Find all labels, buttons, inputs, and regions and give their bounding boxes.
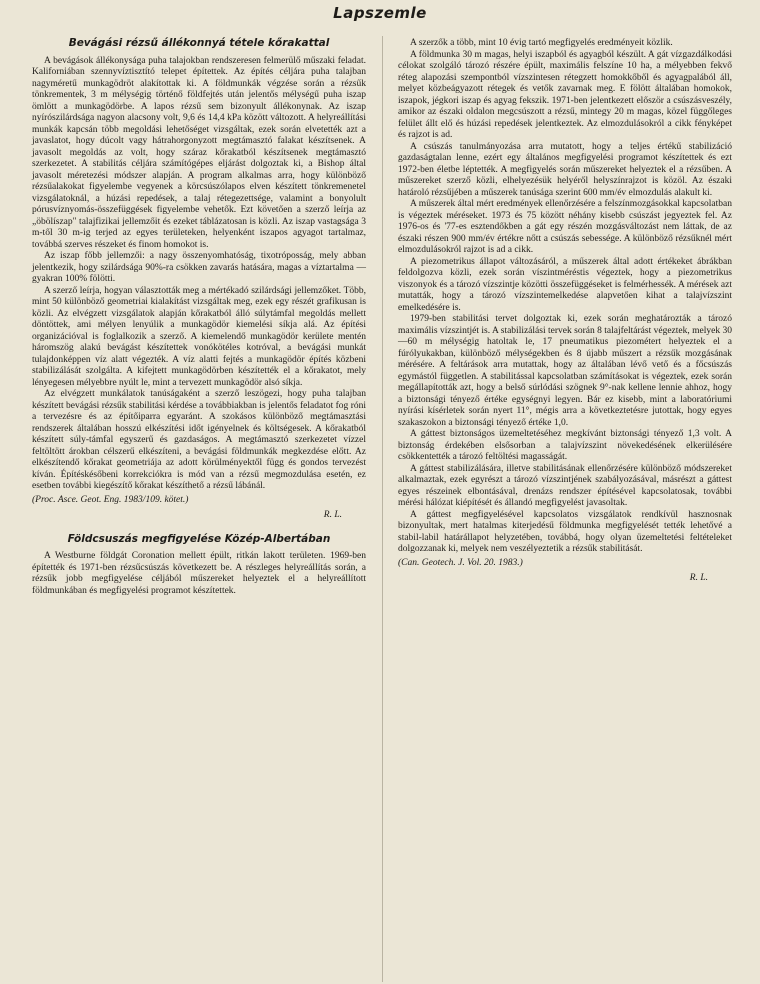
article1-paragraph: Az elvégzett munkálatok tanúságaként a szerző leszögezi, hogy puha talajban készített bevágási rézsűk stabilitási kérdése a továbbiakban is jelentős feladatot fog róni a tervezésre és az építőiparra egyaránt. A szokásos különböző megtámasztási rendszerek általában hosszú elkészítési időt igényelnek és költségesek. A kőrakatból készített súly-támfal egyszerű és gazdaságos. A megtámasztó szerkezetet vízzel feltöltött árokban célszerű elkészíteni, a bevágási földmunkák megkezdése előtt. Az elkészítendő kőrakat geometriája az adott körülményektől függ és gondos tervezést kíván. Építéskésőbeni korrekciókra is mód van a rézsű megmozdulása esetén, ez esetben további kiegészítő kőrakat készíthető a rézsű lábánál. [32, 389, 366, 491]
article2-paragraph: A piezometrikus állapot változásáról, a műszerek által adott értékeket ábrákban feldolgozva közli, ezek során víszintméréstis végeztek, hogy a piezometrikus viszonyok és a tározó vízszintje közötti összefüggéseket is felmérhessék. A mérések azt mutatták, hogy a tározó vízszintemelkedése alapvetően kihat a talajvízszint emelkedésére is. [398, 256, 732, 313]
article2-paragraph: A szerzők a több, mint 10 évig tartó megfigyelés eredményeit közlik. [410, 38, 673, 48]
right-column [398, 38, 732, 585]
article2-signature: R. L. [689, 573, 708, 583]
article2-paragraph: A földmunka 30 m magas, helyi iszapból és agyagból készült. A gát vízgazdálkodási célokat szolgáló tározó részére épült, maximális felszíne 10 ha, a mélyebben fekvő réteg alapozási szempontból vízszintesen rétegzett homokkőből és agyagpalából áll, melyet közbeágyazott rétegek és vetők zavarnak meg. E fölött általában homokok, iszapok, jégkori iszap és agyag fekszik. 1971-ben jelentkezett először a csúszásveszély, amikor az északi oldalon megcsúszott a rézsű, mintegy 20 m magas, közel függőleges felület állt elő és húzási repedések jelentkeztek. Az elmozdulásokról a cikk fényképet és rajzot is ad. [398, 49, 732, 140]
article1-paragraph: A bevágások állékonysága puha talajokban rendszeresen felmerülő műszaki feladat. Kaliforniában szennyvíztisztító telepet építettek. Az építés céljára puha talajban nagyméretű munkagödröt alakítottak ki. A földmunkák végzése során a rézsűk tönkrementek, 3 m mélységig történő földfejtés után jelentős mélységű puha iszap ömlött a munkagödörbe. A lapos rézsű sem bizonyult állékonynak. Az iszap nyírószilárdsága nagyon alacsony volt, 9,6 és 14,4 kPa között változott. A helyreállítási munkák kapcsán több megoldási lehetőséget vizsgáltak, ezek során elvetették azt a javaslatot, hogy dúcolt vagy hátrahorgonyzott megtámasztó falakat készítsenek. A javasolt megoldás az volt, hogy száraz kőrakatból készítsenek megtámasztó szerkezetet. A stabilitás céljára számítógépes eljárást dolgoztak ki, a Bishop által javasolt méretezési módszer alapján. A program alkalmas arra, hogy különböző rézsűalakokat figyelembe vegyenek a körcsúszólapos elven készített tönkremenetel vizsgálatoknál, a húzási repedések, a talaj rétegezettsége, valamint a bonyolult pórusvíznyomás-összefüggések figyelembe vehetők. Ezt követően a szerző leírja az „öbölíszap" talajfizikai jellemzőit és ezeket táblázatosan is közli. Az iszap vastagsága 3 m-től 30 m-ig terjed az egyes területeken, helyenként iszapos agyagot tartalmaz, továbbá szerves részeket és finom homokot is. [32, 55, 366, 250]
article1-title: Bevágási rézsű állékonnyá tétele kőrakattal [68, 37, 330, 49]
article2-paragraph: A csúszás tanulmányozása arra mutatott, hogy a teljes értékű stabilizáció gazdaságtalan lenne, ezért egy általános megfigyelési programot készítettek és ezt 1972-ben életbe léptették. A megfigyelés során műszereket helyeztek el a rézsűben. A műszereket szerző közli, elhelyezésük helyéről helyszínrajzot is közöl. Az északi határoló rézsűjében a műszerek tanúsága szerint 600 mm/év elmozdulás alakult ki. [398, 141, 732, 198]
left-column [32, 38, 366, 597]
column-divider [382, 36, 383, 982]
article2-paragraph: A Westburne földgát Coronation mellett épült, ritkán lakott területen. 1969-ben építették és 1971-ben rézsűcsúszás következett be. A részleges helyreállítás során, a rézsűk jobb megfigyelése céljából műszereket helyeztek el a helyreállított földmunkában és megfigyelési programot készítettek. [32, 551, 366, 596]
article2-paragraph: A műszerek által mért eredmények ellenőrzésére a felszínmozgásokkal kapcsolatban is végeztek méréseket. 1973 és 75 között néhány kisebb csúszást jegyeztek fel. Az 1976-os és '77-es esztendőkben a gát egy részén mozgásváltozást nem láttak, de az északi részen 900 mm/év értékre nőtt a csúszás sebessége. A különböző rézsűknél mért elmozdulásokról rajzot is ad a cikk. [398, 199, 732, 255]
article1-paragraph: Az iszap főbb jellemzői: a nagy összenyomhatóság, tixotróposság, mely abban jelentkezik, hogy szilárdsága 90%-ra csökken zavarás hatására, magas a víztartalma — gyakran 100% fölötti. [32, 251, 366, 284]
article2-source: (Can. Geotech. J. Vol. 20. 1983.) [398, 557, 523, 568]
article2-paragraph: A gáttest stabilizálására, illetve stabilitásának ellenőrzésére különböző módszereket alkalmaztak, ezek egyrészt a tározó vízszintjének szabályozásával, másrészt a gáttest egyes részeinek elbontásával, drenázs rendszer építésével kapcsolatosak, további mérési hálózat kiépítését és állandó megfigyelést javasoltak. [398, 463, 732, 508]
article2-paragraph: A gáttest biztonságos üzemeltetéséhez megkívánt biztonsági tényező 1,3 volt. A biztonság érdekében elsősorban a talajvízszint növekedésének elkerülésére csökkentették a tározó feltöltési magasságát. [398, 429, 732, 462]
article2-title: Földcsuszás megfigyelése Közép-Albertában [67, 532, 331, 545]
article1-signature: R. L. [323, 510, 342, 520]
section-title: Lapszemle [333, 4, 427, 22]
article1-paragraph: A szerző leírja, hogyan választották meg a mértékadó szilárdsági jellemzőket. Több, mint 50 különböző geometriai kialakítást vizsgáltak meg, ezek egy részét grafikusan is közli. Az elvégzett vizsgálatok alapján kőrakatból álló súlytámfal megoldás mellett döntöttek, ami mélyen lenyúlik a munkagödör kiemelési síkja alá. Az építési organizációval is foglalkozik a szerző. A kiemelendő munkagödör kerülete mentén háromszög alakú bevágást készítettek vonókötéles kotróval, a bevágási munkát tulajdonképpen víz alatt végezték. A víz alatti fejtés a munkagödör építés közbeni stabilizálását szolgálta. A kifejtett munkagödörben készítették el a kőrakatot, mely lényegesen mélyebbre nyúlt le, mint a tervezett munkagödör alsó síkja. [32, 285, 366, 388]
article2-paragraph: 1979-ben stabilitási tervet dolgoztak ki, ezek során meghatározták a tározó maximális vízszintjét is. A stabilizálási tervek során 8 talajfeltárást végeztek, melyek 30—60 m mélységig hatoltak le, 17 pneumatikus piezométert helyeztek el a fúrólyukakban, különböző mélységekben és 8 újabb műszert a rézsűk mozgásának mérésére. A feltárások arra mutattak, hogy az általában lévő vető és a főcsúszás egymástól független. A stabilitással kapcsolatban számításokat is végeztek, ezek során megállapították azt, hogy a belső súrlódási szögnek 9°-nak kellene lennie ahhoz, hogy a biztonsági tényező értéke egységnyi legyen. Bár ez kisebb, mint a laboratóriumi nyírási kísérletek során nyert 11°, mégis arra a következtetésre jutottak, hogy egyes szakaszokon a biztonsági tényező értéke 1,0. [398, 314, 732, 428]
article2-paragraph: A gáttest megfigyelésével kapcsolatos vizsgálatok rendkívül hasznosnak bizonyultak, mert hatalmas kiterjedésű földmunka megfigyelését tették lehetővé a stabil-labil határállapot helyzetében, továbbá, hogy olyan üzemeltetési feltételeket dolgozzanak ki, melyek nem veszélyeztetik a rézsűk stabilitását. [398, 509, 732, 554]
article1-source: (Proc. Asce. Geot. Eng. 1983/109. kötet.) [32, 494, 189, 505]
